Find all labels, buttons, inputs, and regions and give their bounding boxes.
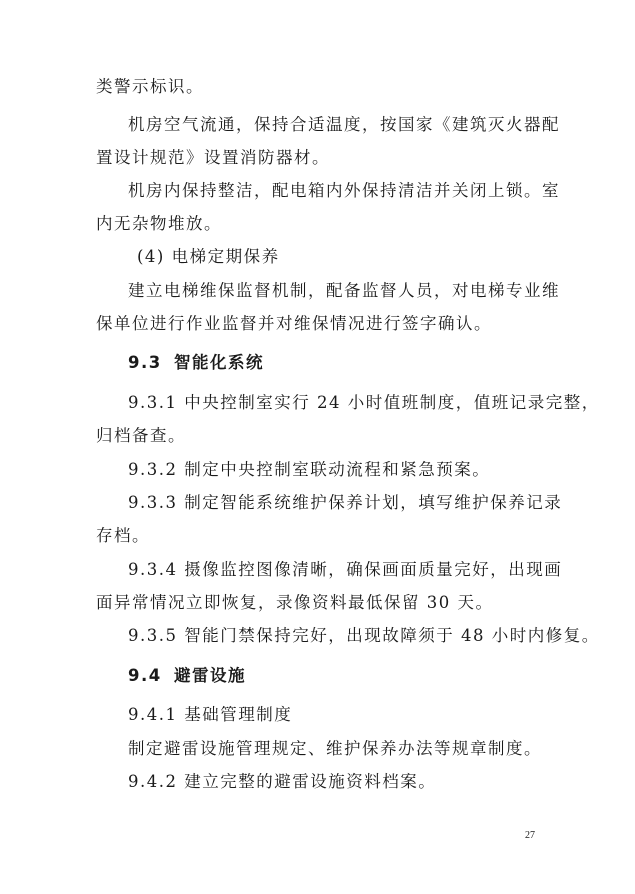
paragraph-line: 机房内保持整洁，配电箱内外保持清洁并关闭上锁。室 (128, 181, 560, 200)
paragraph-line: 归档备查。 (96, 426, 186, 445)
section-number: 9.4 (128, 666, 162, 685)
paragraph-line: 建立电梯维保监督机制，配备监督人员，对电梯专业维 (128, 281, 560, 300)
paragraph-line: 9.3.1 中央控制室实行 24 小时值班制度，值班记录完整， (128, 393, 600, 412)
paragraph-line: 9.3.5 智能门禁保持完好，出现故障须于 48 小时内修复。 (128, 626, 600, 645)
paragraph-line: 内无杂物堆放。 (96, 214, 222, 233)
page-number: 27 (525, 830, 535, 841)
paragraph-line: 保单位进行作业监督并对维保情况进行签字确认。 (96, 314, 492, 333)
section-title: 智能化系统 (174, 353, 264, 372)
paragraph-line: 9.4.1 基础管理制度 (128, 705, 293, 724)
subsection-title: (4) 电梯定期保养 (137, 247, 280, 266)
paragraph-line: 面异常情况立即恢复，录像资料最低保留 30 天。 (96, 593, 494, 612)
section-heading-9-3 (128, 352, 264, 374)
section-title: 避雷设施 (174, 666, 246, 685)
paragraph-line: 9.3.4 摄像监控图像清晰，确保画面质量完好，出现画 (128, 560, 563, 579)
paragraph-line: 制定避雷设施管理规定、维护保养办法等规章制度。 (128, 739, 542, 758)
paragraph-line: 置设计规范》设置消防器材。 (96, 148, 330, 167)
section-heading-9-4 (128, 665, 246, 687)
paragraph-line: 9.3.2 制定中央控制室联动流程和紧急预案。 (128, 460, 491, 479)
paragraph-line: 机房空气流通，保持合适温度，按国家《建筑灭火器配 (128, 115, 560, 134)
paragraph-line: 9.4.2 建立完整的避雷设施资料档案。 (128, 772, 437, 791)
paragraph-line: 类警示标识。 (96, 77, 204, 96)
section-number: 9.3 (128, 353, 162, 372)
paragraph-line: 存档。 (96, 526, 150, 545)
paragraph-line: 9.3.3 制定智能系统维护保养计划，填写维护保养记录 (128, 493, 563, 512)
